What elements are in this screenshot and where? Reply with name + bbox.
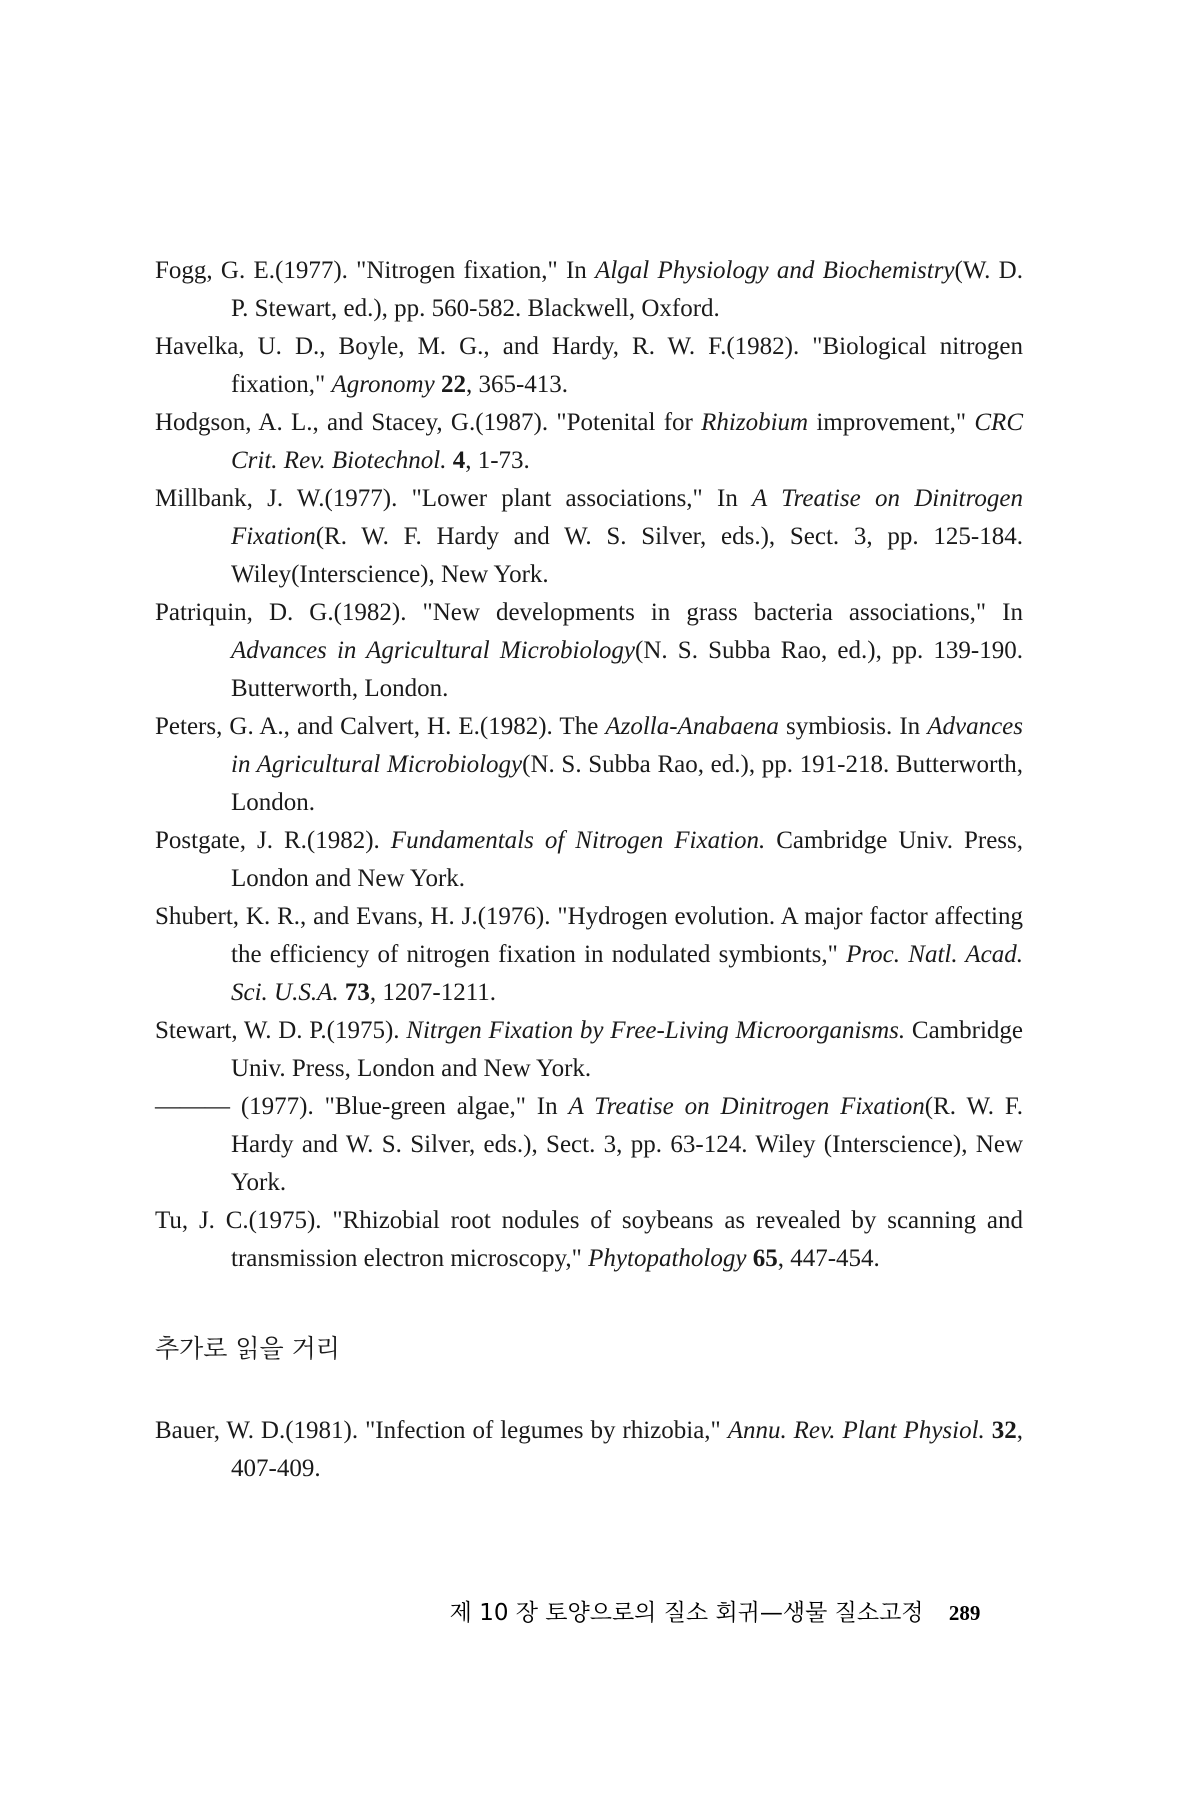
- reference-text: , 447-454.: [777, 1245, 880, 1272]
- reference-text: "Blue-green algae," In: [324, 1093, 569, 1120]
- reference-entry: [155, 822, 1023, 898]
- reference-entry: [155, 594, 1023, 708]
- reference-text: (W. D. P. Stewart, ed.), pp. 560-582. Blackwell, Oxford.: [231, 257, 1023, 322]
- reference-text: (R. W. F. Hardy and W. S. Silver, eds.), Sect. 3, pp. 63-124. Wiley (Interscience), New York.: [231, 1093, 1023, 1196]
- reference-list: [155, 252, 1023, 1278]
- reference-volume: 32: [991, 1417, 1017, 1444]
- reference-entry: [155, 480, 1023, 594]
- reference-author: Stewart, W. D. P.(1975).: [155, 1017, 407, 1044]
- further-reading-title: 추가로 읽을 거리: [155, 1334, 340, 1363]
- reference-title: Advances in Agricultural Microbiology: [231, 713, 1023, 778]
- reference-text: "Hydrogen evolution. A major factor affecting the efficiency of nitrogen fixation in nodulated symbionts,": [231, 903, 1023, 968]
- reference-title: Annu. Rev. Plant Physiol.: [727, 1417, 985, 1444]
- reference-author: Millbank, J. W.(1977).: [155, 485, 412, 512]
- reference-text: (R. W. F. Hardy and W. S. Silver, eds.), Sect. 3, pp. 125-184. Wiley(Interscience), New York.: [231, 523, 1023, 588]
- reference-entry: [155, 1012, 1023, 1088]
- reference-title: A Treatise on Dinitrogen Fixation: [568, 1093, 925, 1120]
- reference-text: , 365-413.: [465, 371, 569, 398]
- reference-volume: 4: [452, 447, 466, 474]
- reference-author: Peters, G. A., and Calvert, H. E.(1982).: [155, 713, 560, 740]
- reference-title: Phytopathology: [588, 1245, 747, 1272]
- reference-text: "Nitrogen fixation," In: [356, 257, 596, 284]
- reference-title: Advances in Agricultural Microbiology: [231, 637, 636, 664]
- reference-volume: 22: [440, 371, 466, 398]
- reference-title: Nitrgen Fixation by Free-Living Microorganisms.: [406, 1017, 906, 1044]
- reference-title: A Treatise on Dinitrogen Fixation: [231, 485, 1023, 550]
- reference-text: "New developments in grass bacteria associations," In: [422, 599, 1023, 626]
- reference-text: "Infection of legumes by rhizobia,": [365, 1417, 728, 1444]
- reference-title: Rhizobium: [701, 409, 809, 436]
- reference-author: Hodgson, A. L., and Stacey, G.(1987).: [155, 409, 557, 436]
- reference-text: (N. S. Subba Rao, ed.), pp. 139-190. Butterworth, London.: [231, 637, 1023, 702]
- running-footer-chapter: 제 10 장 토양으로의 질소 회귀—생물 질소고정: [449, 1600, 924, 1626]
- reference-entry: [155, 898, 1023, 1012]
- reference-entry: [155, 1088, 1023, 1202]
- reference-entry: [155, 708, 1023, 822]
- reference-text: [985, 1417, 992, 1444]
- reference-text: , 1-73.: [465, 447, 530, 474]
- reference-author: Tu, J. C.(1975).: [155, 1207, 333, 1234]
- reference-entry: [155, 404, 1023, 480]
- reference-text: "Biological nitrogen fixation,": [231, 333, 1024, 398]
- reference-entry: [155, 1202, 1023, 1278]
- reference-text: "Potenital for: [556, 409, 702, 436]
- reference-text: , 407-409.: [231, 1417, 1024, 1482]
- reference-author: Shubert, K. R., and Evans, H. J.(1976).: [155, 903, 558, 930]
- reference-author: Havelka, U. D., Boyle, M. G., and Hardy, R. W. F.(1982).: [155, 333, 813, 360]
- reference-author: Patriquin, D. G.(1982).: [155, 599, 423, 626]
- reference-title: Algal Physiology and Biochemistry: [595, 257, 955, 284]
- reference-title: Proc. Natl. Acad. Sci. U.S.A.: [231, 941, 1023, 1006]
- reference-entry: [155, 328, 1023, 404]
- reference-text: The: [559, 713, 606, 740]
- further-reading-list: [155, 1412, 1023, 1488]
- reference-author: ——— (1977).: [155, 1093, 325, 1120]
- reference-text: Cambridge Univ. Press, London and New York.: [231, 827, 1023, 892]
- reference-volume: 65: [752, 1245, 778, 1272]
- reference-entry: [155, 252, 1023, 328]
- reference-volume: 73: [344, 979, 370, 1006]
- reference-author: Postgate, J. R.(1982).: [155, 827, 391, 854]
- reference-text: , 1207-1211.: [369, 979, 497, 1006]
- reference-text: "Rhizobial root nodules of soybeans as revealed by scanning and transmission electron microscopy,": [231, 1207, 1024, 1272]
- reference-title: Agronomy: [331, 371, 435, 398]
- reference-text: (N. S. Subba Rao, ed.), pp. 191-218. Butterworth, London.: [231, 751, 1023, 816]
- reference-author: Fogg, G. E.(1977).: [155, 257, 357, 284]
- reference-text: improvement,": [808, 409, 975, 436]
- reference-entry: [155, 1412, 1023, 1488]
- page-footer: [0, 1594, 1200, 1627]
- page-content: [155, 252, 1023, 1488]
- reference-title: Fundamentals of Nitrogen Fixation.: [390, 827, 766, 854]
- reference-text: Cambridge Univ. Press, London and New York.: [231, 1017, 1023, 1082]
- reference-title: Azolla-Anabaena: [605, 713, 779, 740]
- page-number: 289: [948, 1601, 981, 1625]
- reference-title: CRC Crit. Rev. Biotechnol.: [231, 409, 1023, 474]
- reference-text: "Lower plant associations," In: [411, 485, 753, 512]
- reference-author: Bauer, W. D.(1981).: [155, 1417, 366, 1444]
- reference-text: symbiosis. In: [778, 713, 928, 740]
